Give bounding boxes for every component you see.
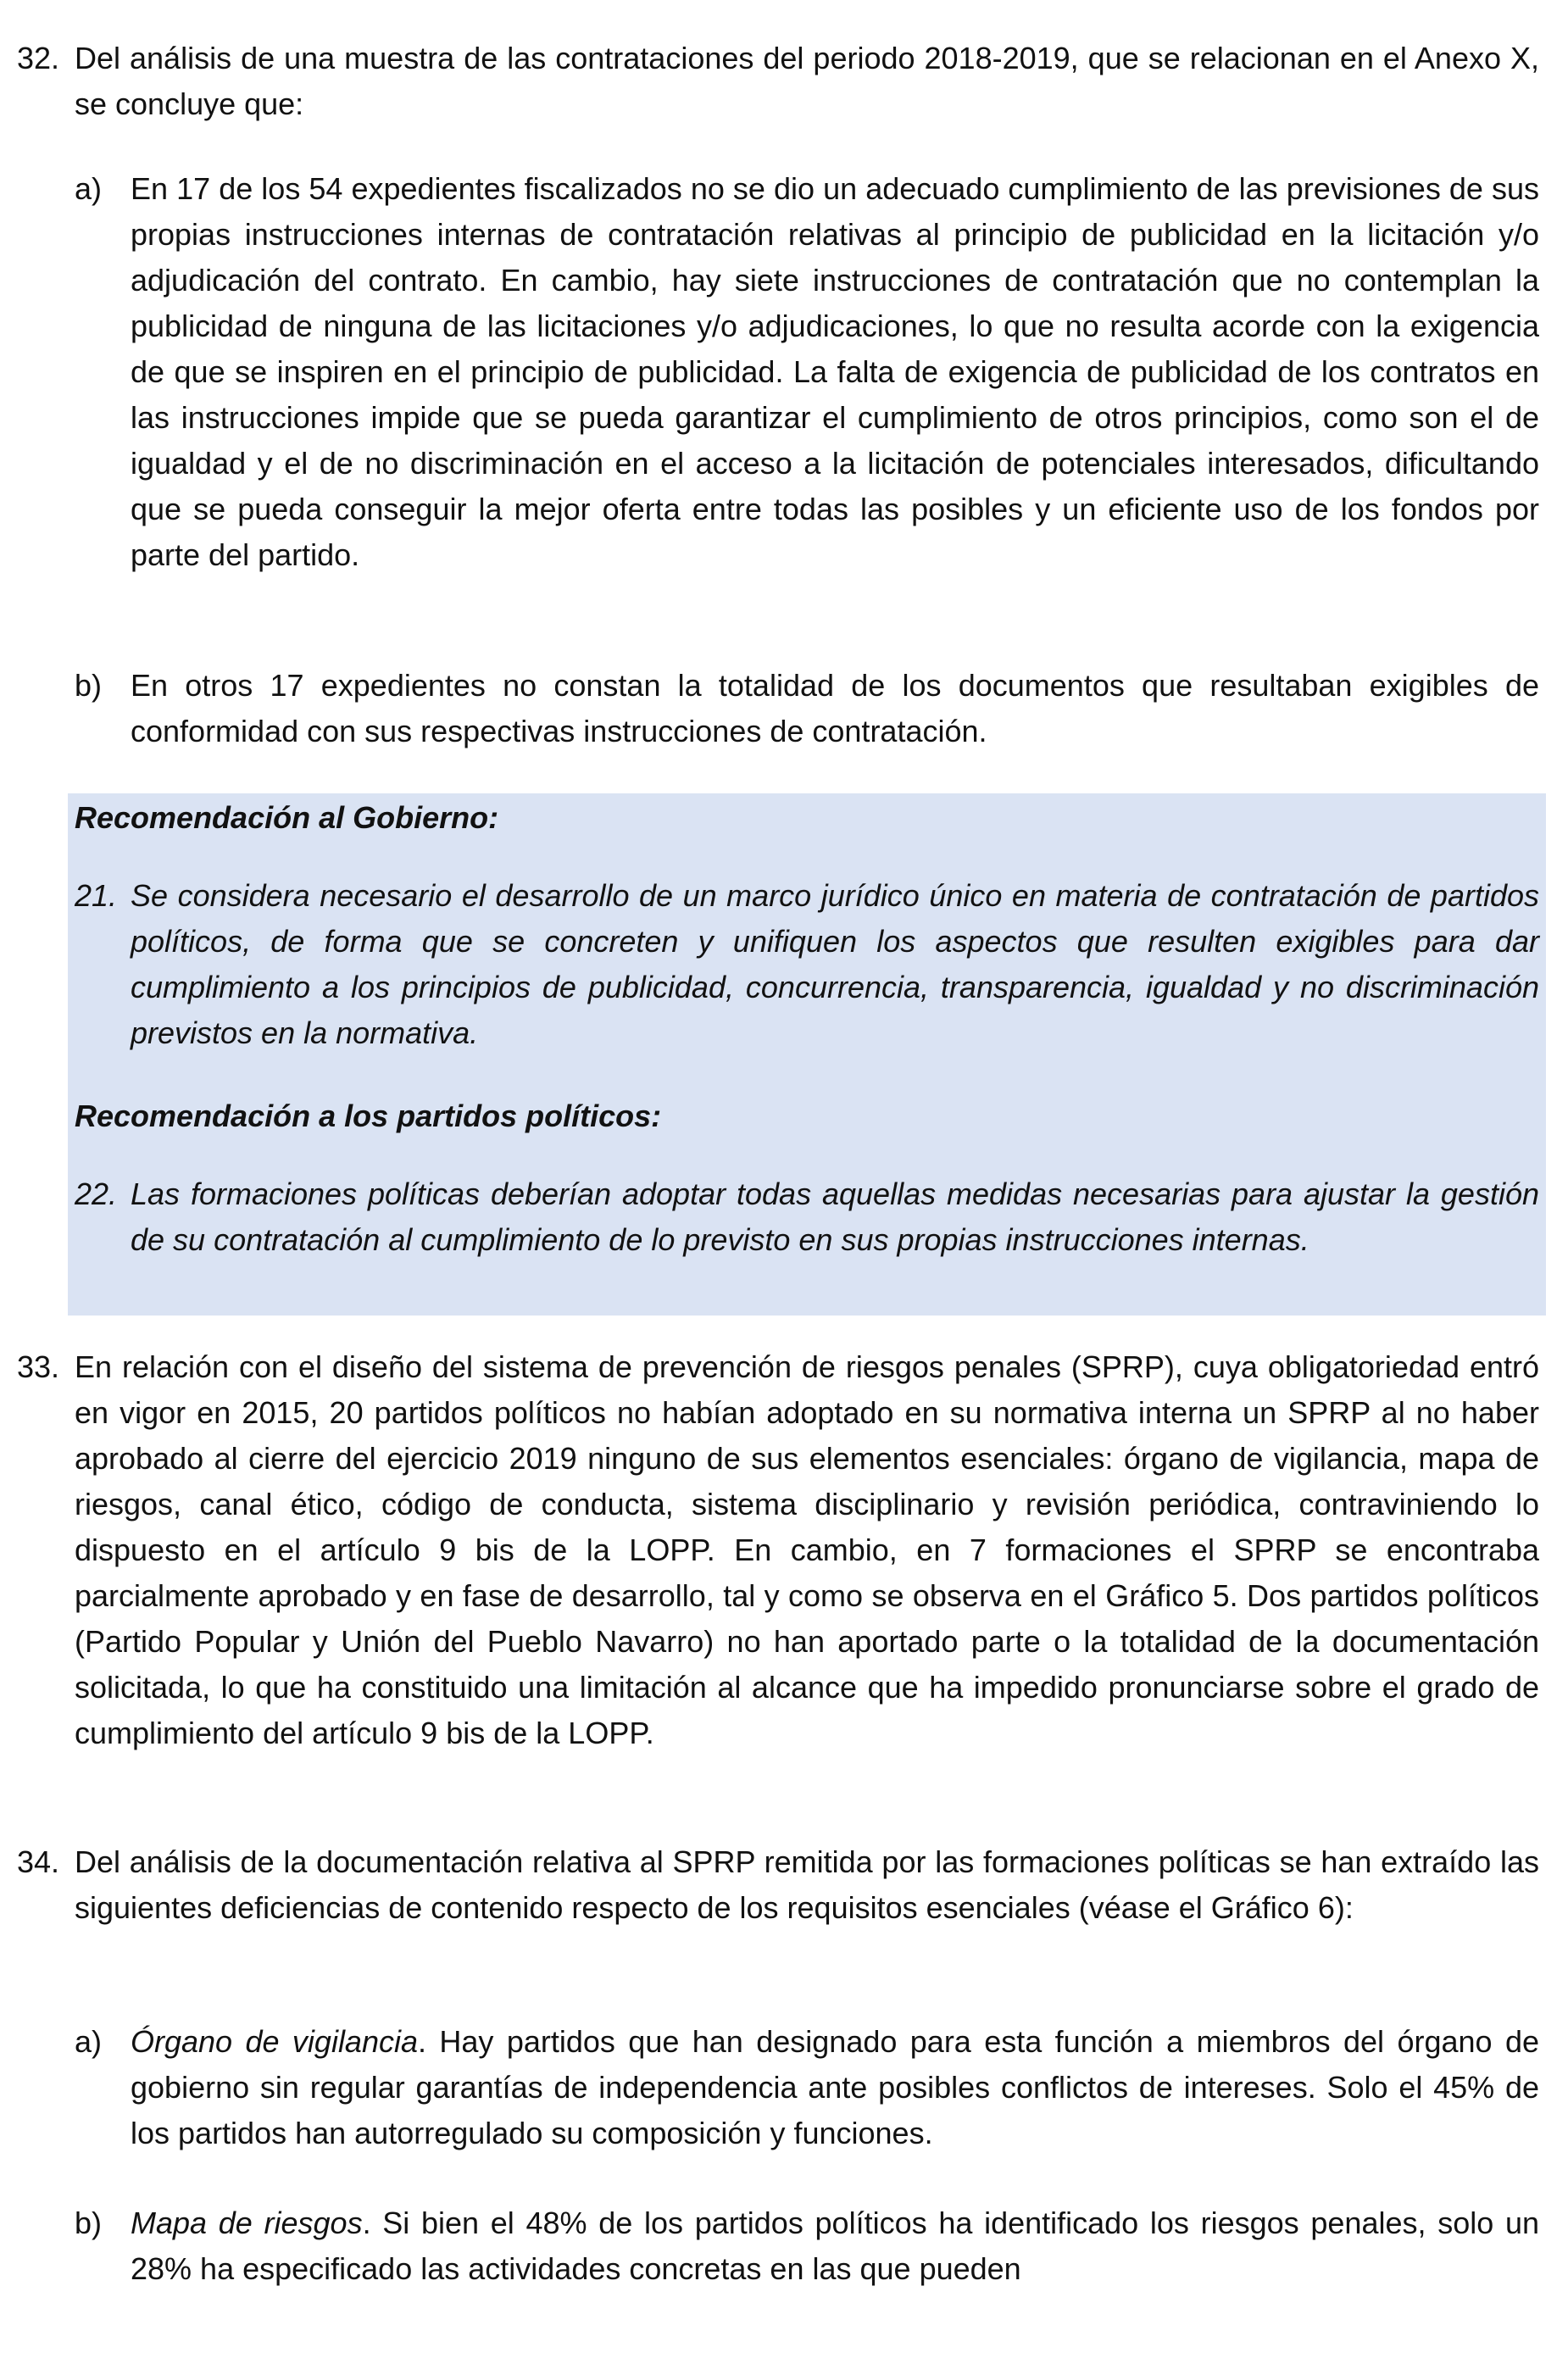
paragraph-32-item-b [75, 663, 1539, 754]
recommendation-text: Se considera necesario el desarrollo de un marco jurídico único en materia de contratación de partidos políticos, de forma que se concreten y unifiquen los aspectos que resulten exigibles para dar cumplimiento a los principios de publicidad, concurrencia, transparencia, igualdad y no discriminación previstos en la normativa. [131, 878, 1539, 1050]
recommendation-number: 21. [75, 878, 118, 913]
paragraph-text: Del análisis de la documentación relativa al SPRP remitida por las formaciones políticas se han extraído las siguientes deficiencias de contenido respecto de los requisitos esenciales (véase el Gráfico 6): [75, 1844, 1539, 1925]
paragraph-34-item-a [75, 2019, 1539, 2156]
item-label: a) [75, 171, 103, 206]
paragraph-number: 32. [17, 41, 60, 75]
paragraph-34 [17, 1839, 1539, 1931]
item-text: . Si bien el 48% de los partidos políticos ha identificado los riesgos penales, solo un 28% ha especificado las actividades concretas en las que pueden [131, 2206, 1540, 2286]
item-term: Órgano de vigilancia [131, 2024, 418, 2059]
paragraph-32 [17, 36, 1539, 127]
paragraph-33 [17, 1344, 1539, 1756]
paragraph-number: 34. [17, 1844, 60, 1879]
item-label: b) [75, 668, 103, 703]
item-label: b) [75, 2206, 103, 2240]
recommendation-21 [75, 873, 1539, 1056]
paragraph-34-item-b [75, 2200, 1540, 2292]
item-text: En otros 17 expedientes no constan la totalidad de los documentos que resultaban exigibles de conformidad con sus respectivas instrucciones de contratación. [131, 668, 1539, 748]
paragraph-32-item-a [75, 166, 1539, 578]
recommendation-government-heading: Recomendación al Gobierno: [75, 800, 499, 835]
item-text: En 17 de los 54 expedientes fiscalizados no se dio un adecuado cumplimiento de las previsiones de sus propias instrucciones internas de contratación relativas al principio de publicidad en la licitación y/o adjudicación del contrato. En cambio, hay siete instrucciones de contratación que no contemplan la publicidad de ninguna de las licitaciones y/o adjudicaciones, lo que no resulta acorde con la exigencia de que se inspiren en el principio de publicidad. La falta de exigencia de publicidad de los contratos en las instrucciones impide que se pueda garantizar el cumplimiento de otros principios, como son el de igualdad y el de no discriminación en el acceso a la licitación de potenciales interesados, dificultando que se pueda conseguir la mejor oferta entre todas las posibles y un eficiente uso de los fondos por parte del partido. [131, 171, 1539, 572]
item-term: Mapa de riesgos [131, 2206, 363, 2240]
recommendation-text: Las formaciones políticas deberían adoptar todas aquellas medidas necesarias para ajustar la gestión de su contratación al cumplimiento de lo previsto en sus propias instrucciones internas. [131, 1176, 1539, 1257]
recommendation-number: 22. [75, 1176, 118, 1211]
item-text: . Hay partidos que han designado para esta función a miembros del órgano de gobierno sin regular garantías de independencia ante posibles conflictos de intereses. Solo el 45% de los partidos han autorregulado su composición y funciones. [131, 2024, 1539, 2150]
paragraph-text: En relación con el diseño del sistema de prevención de riesgos penales (SPRP), cuya obligatoriedad entró en vigor en 2015, 20 partidos políticos no habían adoptado en su normativa interna un SPRP al no haber aprobado al cierre del ejercicio 2019 ninguno de sus elementos esenciales: órgano de vigilancia, mapa de riesgos, canal ético, código de conducta, sistema disciplinario y revisión periódica, contraviniendo lo dispuesto en el artículo 9 bis de la LOPP. En cambio, en 7 formaciones el SPRP se encontraba parcialmente aprobado y en fase de desarrollo, tal y como se observa en el Gráfico 5. Dos partidos políticos (Partido Popular y Unión del Pueblo Navarro) no han aportado parte o la totalidad de la documentación solicitada, lo que ha constituido una limitación al alcance que ha impedido pronunciarse sobre el grado de cumplimiento del artículo 9 bis de la LOPP. [75, 1349, 1539, 1750]
recommendation-22 [75, 1171, 1539, 1263]
paragraph-text: Del análisis de una muestra de las contrataciones del periodo 2018-2019, que se relacionan en el Anexo X, se concluye que: [75, 41, 1539, 121]
recommendation-parties-heading: Recomendación a los partidos políticos: [75, 1099, 662, 1133]
paragraph-number: 33. [17, 1349, 60, 1384]
item-label: a) [75, 2024, 103, 2059]
